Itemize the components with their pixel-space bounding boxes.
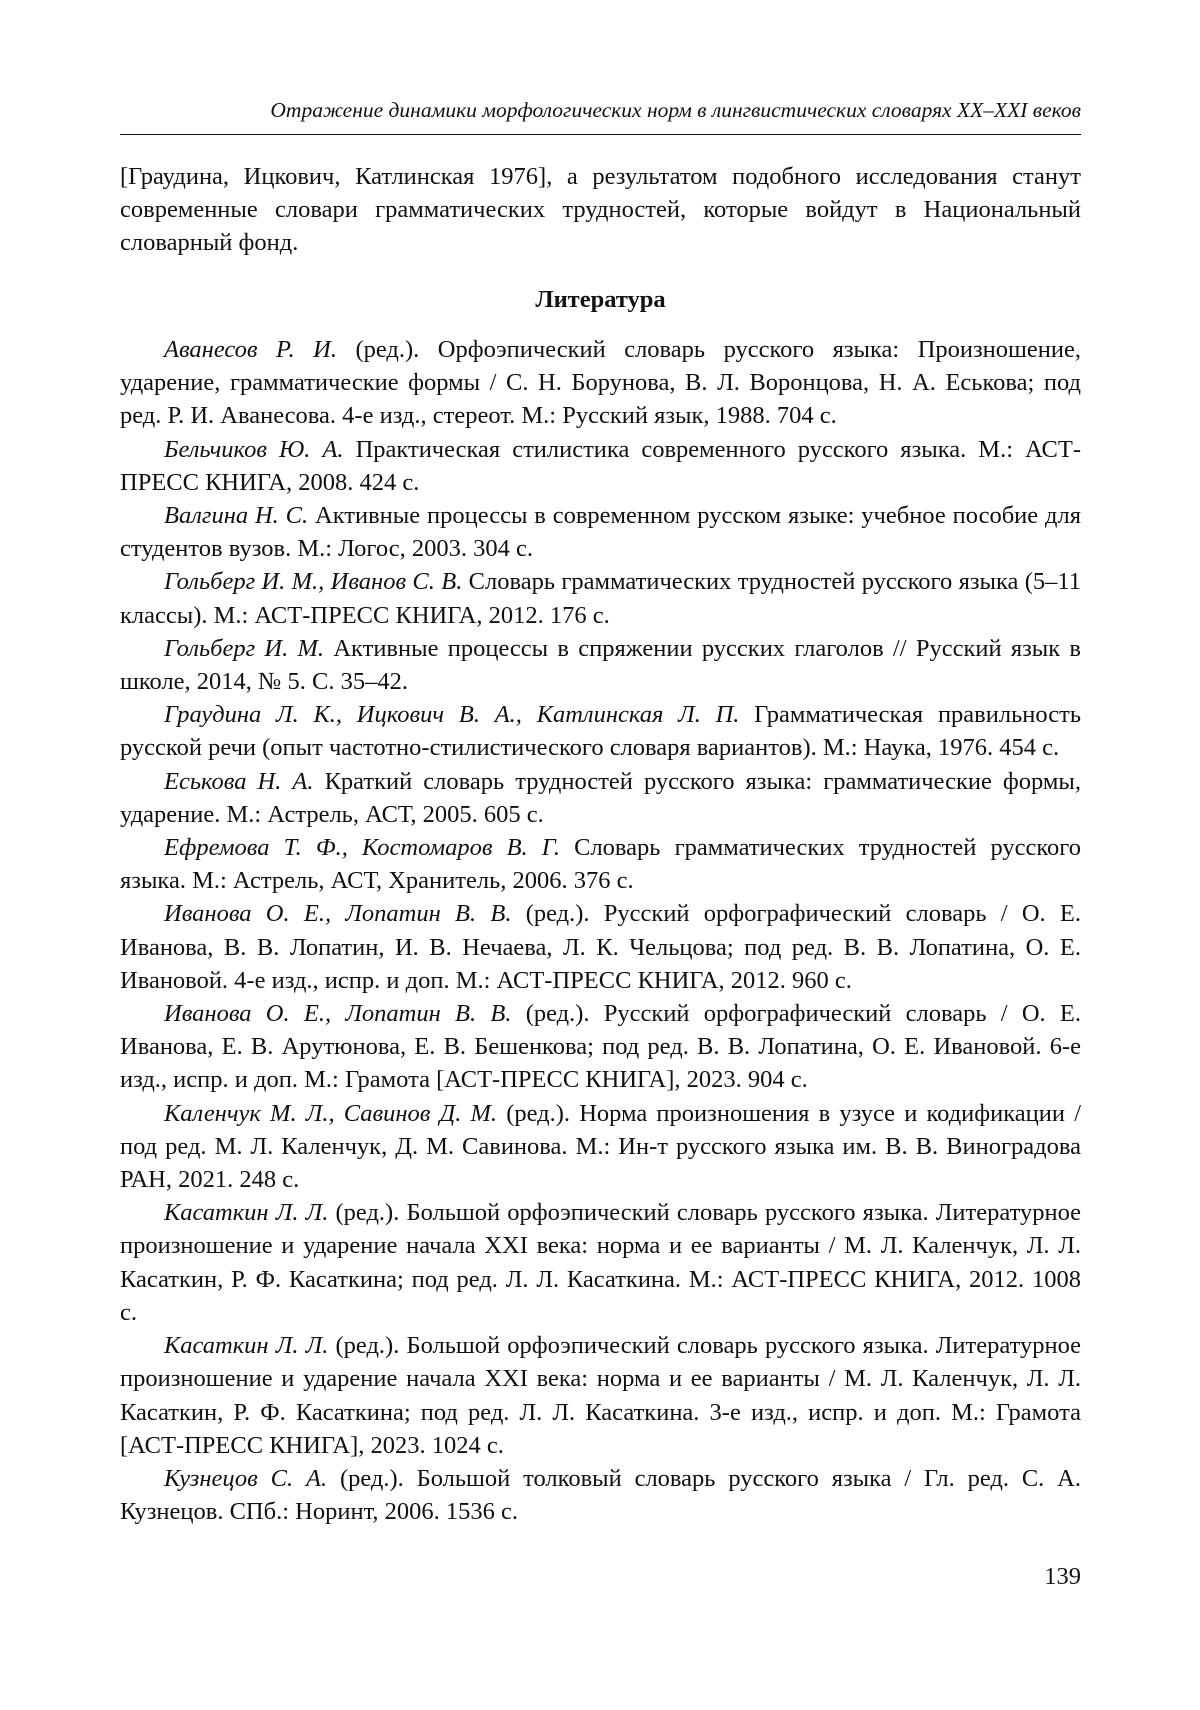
reference-details: Краткий словарь трудностей русского языка: грамматические формы, ударение. М.: Астрель, АСТ, 2005. 605 с.: [120, 767, 1081, 828]
reference-entry: [120, 997, 1081, 1097]
reference-author: Валгина Н. С.: [164, 502, 309, 530]
reference-entry: [120, 1097, 1081, 1197]
reference-author: Иванова О. Е., Лопатин В. В.: [164, 900, 512, 928]
reference-entry: [120, 1462, 1081, 1528]
reference-details: (ред.). Норма произношения в узусе и кодификации / под ред. М. Л. Каленчук, Д. М. Савинова. М.: Ин-т русского языка им. В. В. Виноградова РАН, 2021. 248 с.: [120, 1099, 1081, 1194]
reference-entry: [120, 1329, 1081, 1462]
intro-paragraph: [Граудина, Ицкович, Катлинская 1976], а результатом подобного исследования станут современные словари грамматических трудностей, которые войдут в Национальный словарный фонд.: [120, 163, 1081, 257]
reference-author: Каленчук М. Л., Савинов Д. М.: [164, 1099, 498, 1127]
reference-entry: [120, 333, 1081, 433]
reference-details: Активные процессы в современном русском языке: учебное пособие для студентов вузов. М.: Логос, 2003. 304 с.: [120, 502, 1081, 563]
reference-details: (ред.). Большой орфоэпический словарь русского языка. Литературное произношение и ударение начала XXI века: норма и ее варианты / М. Л. Каленчук, Л. Л. Касаткин, Р. Ф. Касаткина; под ред. Л. Л. Касаткина. 3-е изд., испр. и доп. М.: Грамота [АСТ-ПРЕСС КНИГА], 2023. 1024 с.: [120, 1332, 1081, 1459]
reference-entry: [120, 765, 1081, 831]
reference-entry: [120, 831, 1081, 897]
reference-entry: [120, 1196, 1081, 1329]
reference-entry: [120, 698, 1081, 764]
reference-details: (ред.). Русский орфографический словарь / О. Е. Иванова, В. В. Лопатин, И. В. Нечаева, Л. К. Чельцова; под ред. В. В. Лопатина, О. Е. Ивановой. 4-е изд., испр. и доп. М.: АСТ-ПРЕСС КНИГА, 2012. 960 с.: [120, 900, 1081, 994]
running-header: Отражение динамики морфологических норм в лингвистических словарях XX–XXI веков: [270, 98, 1081, 122]
reference-entry: [120, 632, 1081, 698]
reference-entry: [120, 433, 1081, 499]
reference-entry: [120, 897, 1081, 997]
reference-author: Гольберг И. М.: [164, 634, 325, 662]
reference-details: (ред.). Большой толковый словарь русского языка / Гл. ред. С. А. Кузнецов. СПб.: Норинт, 2006. 1536 с.: [120, 1464, 1081, 1526]
reference-details: Словарь грамматических трудностей русского языка (5–11 классы). М.: АСТ-ПРЕСС КНИГА, 2012. 176 с.: [120, 568, 1081, 629]
section-title: Литература: [535, 286, 666, 313]
reference-author: Кузнецов С. А.: [164, 1464, 328, 1492]
reference-author: Еськова Н. А.: [164, 767, 314, 795]
reference-author: Гольберг И. М., Иванов С. В.: [164, 568, 463, 596]
reference-details: Активные процессы в спряжении русских глаголов // Русский язык в школе, 2014, № 5. С. 35–42.: [120, 634, 1082, 696]
reference-details: Грамматическая правильность русской речи (опыт частотно-стилистического словаря вариантов). М.: Наука, 1976. 454 с.: [120, 701, 1081, 762]
reference-author: Аванесов Р. И.: [164, 336, 337, 363]
reference-details: Практическая стилистика современного русского языка. М.: АСТ-ПРЕСС КНИГА, 2008. 424 с.: [120, 435, 1081, 496]
reference-details: Словарь грамматических трудностей русского языка. М.: Астрель, АСТ, Хранитель, 2006. 376 с.: [120, 834, 1081, 895]
header-rule: [120, 134, 1081, 135]
reference-author: Ефремова Т. Ф., Костомаров В. Г.: [164, 834, 560, 862]
reference-author: Бельчиков Ю. А.: [164, 435, 344, 463]
reference-author: Граудина Л. К., Ицкович В. А., Катлинская Л. П.: [164, 701, 740, 729]
page-number: 139: [1044, 1563, 1081, 1590]
reference-author: Касаткин Л. Л.: [164, 1332, 329, 1360]
reference-entry: [120, 565, 1081, 631]
reference-details: (ред.). Орфоэпический словарь русского языка: Произношение, ударение, грамматические формы / С. Н. Борунова, В. Л. Воронцова, Н. А. Еськова; под ред. Р. И. Аванесова. 4-е изд., стереот. М.: Русский язык, 1988. 704 с.: [120, 336, 1082, 430]
reference-author: Иванова О. Е., Лопатин В. В.: [164, 1000, 512, 1028]
reference-author: Касаткин Л. Л.: [164, 1199, 329, 1227]
reference-details: (ред.). Большой орфоэпический словарь русского языка. Литературное произношение и ударение начала XXI века: норма и ее варианты / М. Л. Каленчук, Л. Л. Касаткин, Р. Ф. Касаткина; под ред. Л. Л. Касаткина. М.: АСТ-ПРЕСС КНИГА, 2012. 1008 с.: [120, 1199, 1081, 1326]
reference-list: [120, 333, 1081, 1528]
reference-details: (ред.). Русский орфографический словарь / О. Е. Иванова, Е. В. Арутюнова, Е. В. Бешенкова; под ред. В. В. Лопатина, О. Е. Ивановой. 6-е изд., испр. и доп. М.: Грамота [АСТ-ПРЕСС КНИГА], 2023. 904 с.: [120, 1000, 1081, 1094]
reference-entry: [120, 499, 1081, 565]
